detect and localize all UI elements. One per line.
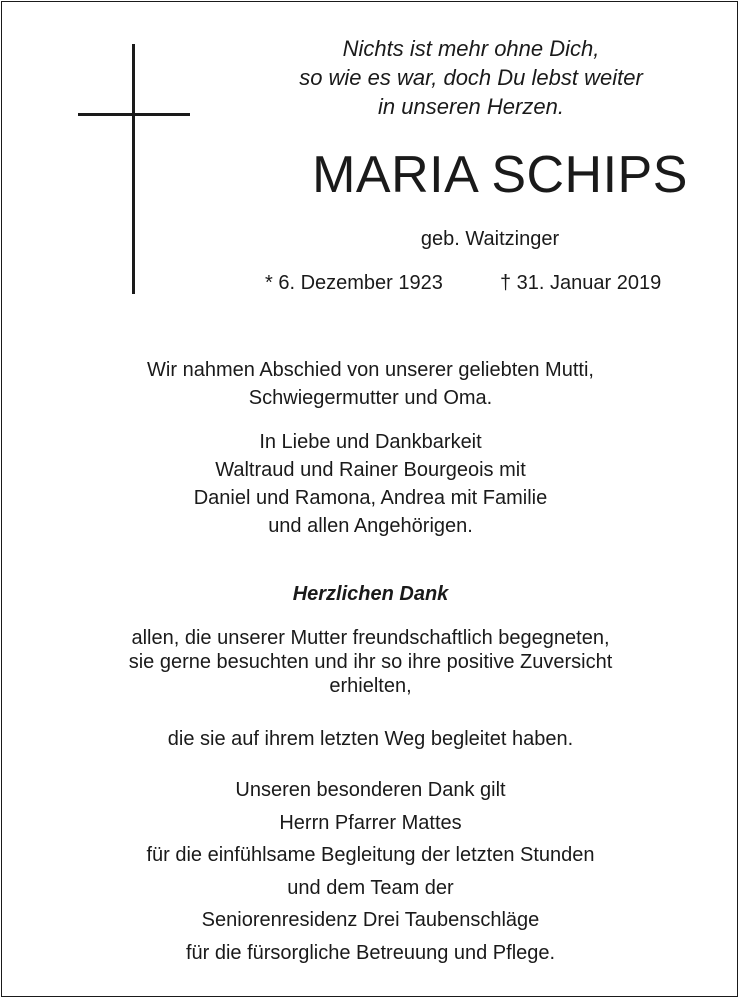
deceased-name: MARIA SCHIPS	[312, 146, 688, 204]
signoff-line: und allen Angehörigen.	[268, 515, 473, 537]
thanks-last-way: die sie auf ihrem letzten Weg begleitet haben.	[167, 728, 574, 750]
special-thanks	[40, 774, 701, 969]
signoff-line: Daniel und Ramona, Andrea mit Familie	[193, 487, 548, 509]
motto	[275, 34, 667, 121]
cross-icon	[78, 44, 190, 294]
motto-line: so wie es war, doch Du lebst weiter	[299, 65, 643, 90]
special-thanks-line: für die einfühlsame Begleitung der letzten Stunden	[146, 844, 595, 866]
special-thanks-line: und dem Team der	[287, 876, 454, 899]
thanks-text	[40, 626, 701, 698]
motto-line: Nichts ist mehr ohne Dich,	[342, 36, 600, 61]
family-signoff	[40, 428, 701, 540]
thanks-line: sie gerne besuchten und ihr so ihre positive Zuversicht	[128, 651, 613, 673]
thanks-heading: Herzlichen Dank	[292, 583, 449, 605]
maiden-name: geb. Waitzinger	[420, 228, 560, 250]
thanks-line: allen, die unserer Mutter freundschaftlich begegneten,	[131, 627, 610, 649]
farewell-line: Wir nahmen Abschied von unserer geliebten Mutti,	[147, 359, 594, 381]
signoff-line: In Liebe und Dankbarkeit	[259, 431, 482, 453]
special-thanks-line: Seniorenresidenz Drei Taubenschläge	[201, 909, 540, 931]
birth-date: * 6. Dezember 1923	[265, 272, 443, 294]
special-thanks-line: Herrn Pfarrer Mattes	[279, 811, 462, 834]
signoff-line: Waltraud und Rainer Bourgeois mit	[215, 459, 526, 481]
special-thanks-line: für die fürsorgliche Betreuung und Pflege.	[185, 941, 556, 964]
special-thanks-line: Unseren besonderen Dank gilt	[235, 779, 506, 801]
motto-line: in unseren Herzen.	[378, 94, 564, 119]
farewell-line: Schwiegermutter und Oma.	[248, 387, 493, 409]
death-date: † 31. Januar 2019	[500, 272, 662, 294]
farewell-text	[40, 356, 701, 412]
thanks-line: erhielten,	[329, 675, 412, 697]
